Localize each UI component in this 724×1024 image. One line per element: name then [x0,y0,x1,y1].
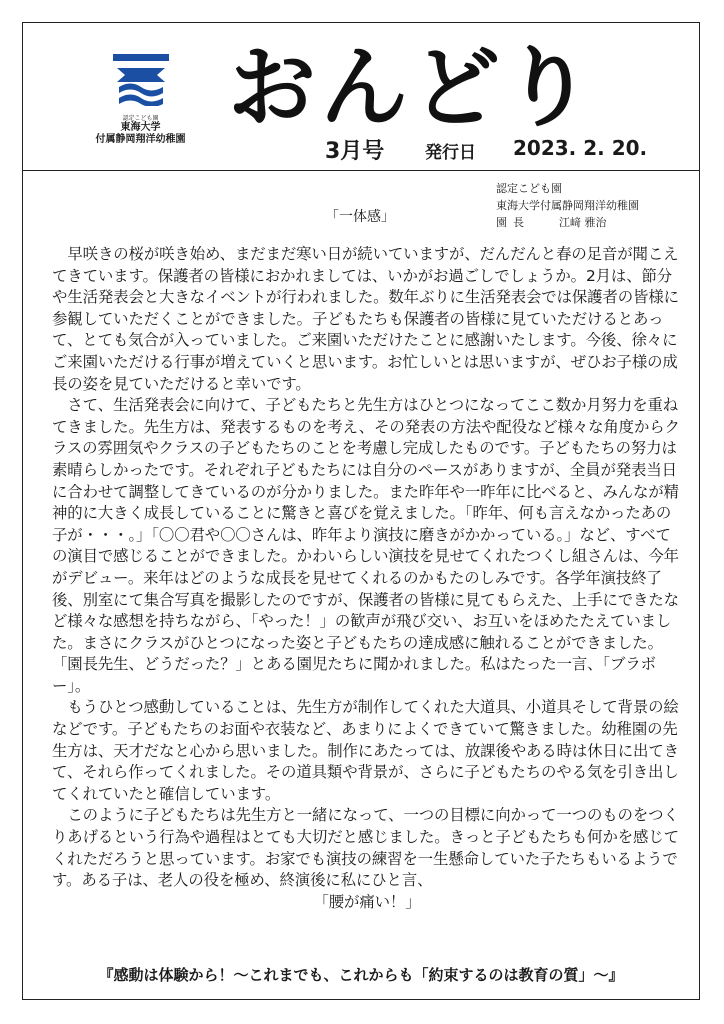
author-signature [496,214,639,231]
school-logo [88,54,193,146]
author-org-type: 認定こども園 [496,182,562,195]
article-title: 「一体感」 [325,209,395,225]
author-role: 園長 [496,216,530,229]
footer-slogan: 『感動は体験から！～これまでも、これからも「約束するのは教育の質」～』 [98,966,624,984]
article-paragraph-4: このように子どもたちは先生方と一緒になって、一つの目標に向かって一つのものをつくりあげるという行為や過程はとても大切だと感じました。きっと子どもたちも何かを感じてくれただろうと思っています。お家でも演技の練習を一生懸命していた子たちもいるようです。ある子は、老人の役を極め、終演後に私にひと言、 [52,806,679,890]
logo-kindergarten-name: 付属静岡翔洋幼稚園 [95,134,186,145]
newsletter-title: おんどり [228,36,597,139]
article-paragraph-3: もうひとつ感動していることは、先生方が制作してくれた大道具、小道具そして背景の絵などです。子どもたちのお面や衣装など、あまりによくできていて驚きました。幼稚園の先生方は、天才だなと心から思いました。制作にあたっては、放課後やある時は休日に出てきて、それら作ってくれました。その道具類や背景が、さらに子どもたちのやる気を引き出してくれていたと確信しています。 [52,698,679,803]
issue-date: 2023. 2. 20. [513,136,648,160]
author-org-name: 東海大学付属静岡翔洋幼稚園 [496,199,639,212]
article-body [52,244,682,913]
author-name: 江﨑 雅治 [559,216,607,229]
article-closing-quote: 「腰が痛い！」 [313,892,421,911]
article-paragraph-2: さて、生活発表会に向けて、子どもたちと先生方はひとつになってここ数か月努力を重ねてきました。先生方は、発表するものを考え、その発表の方法や配役など様々な角度からクラスの雰囲気やクラスの子どもたちのことを考慮し完成したものです。子どもたちの努力は素晴らしかったです。それぞれ子どもたちには自分のペースがありますが、全員が発表当日に合わせて調整してきているのが分かりました。また昨年や一昨年に比べると、みんなが精神的に大きく成長していることに驚きと喜びを覚えました。「昨年、何も言えなかったあの子が・・・。」「〇〇君や〇〇さんは、昨年より演技に磨きがかかっている。」など、すべての演目で感じることができました。かわいらしい演技を見せてくれたつくし組さんは、今年がデビュー。来年はどのような成長を見せてくれるのかもたのしみです。各学年演技終了後、別室にて集合写真を撮影したのですが、保護者の皆様に見てもらえた、上手にできたなど様々な感想を持ちながら、「やった！」の歓声が飛び交い、お互いをほめたたえていました。まさにクラスがひとつになった姿と子どもたちの達成感に触れることができました。「園長先生、どうだった？」とある園児たちに聞かれました。私はたった一言、「ブラボー」。 [52,396,680,695]
issue-date-label: 発行日 [425,143,476,163]
school-emblem-icon [113,54,169,106]
article-paragraph-1: 早咲きの桜が咲き始め、まだまだ寒い日が続いていますが、だんだんと春の足音が聞こえてきています。保護者の皆様におかれましては、いかがお過ごしでしょうか。2月は、節分や生活発表会と大きなイベントが行われました。数年ぶりに生活発表会では保護者の皆様に参観していただくことができました。子どもたちも保護者の皆様に見ていただけるとあって、とても気合が入っていました。ご来園いただけたことに感謝いたします。今後、徐々にご来園いただける行事が増えていくと思います。お忙しいとは思いますが、ぜひお子様の成長の姿を見ていただけると幸いです。 [52,245,679,393]
author-block [496,180,639,231]
header-divider [22,170,700,171]
logo-university-name: 東海大学 [120,122,161,133]
issue-month: 3月号 [325,139,385,164]
logo-caption-small: 認定こども園 [122,115,159,122]
